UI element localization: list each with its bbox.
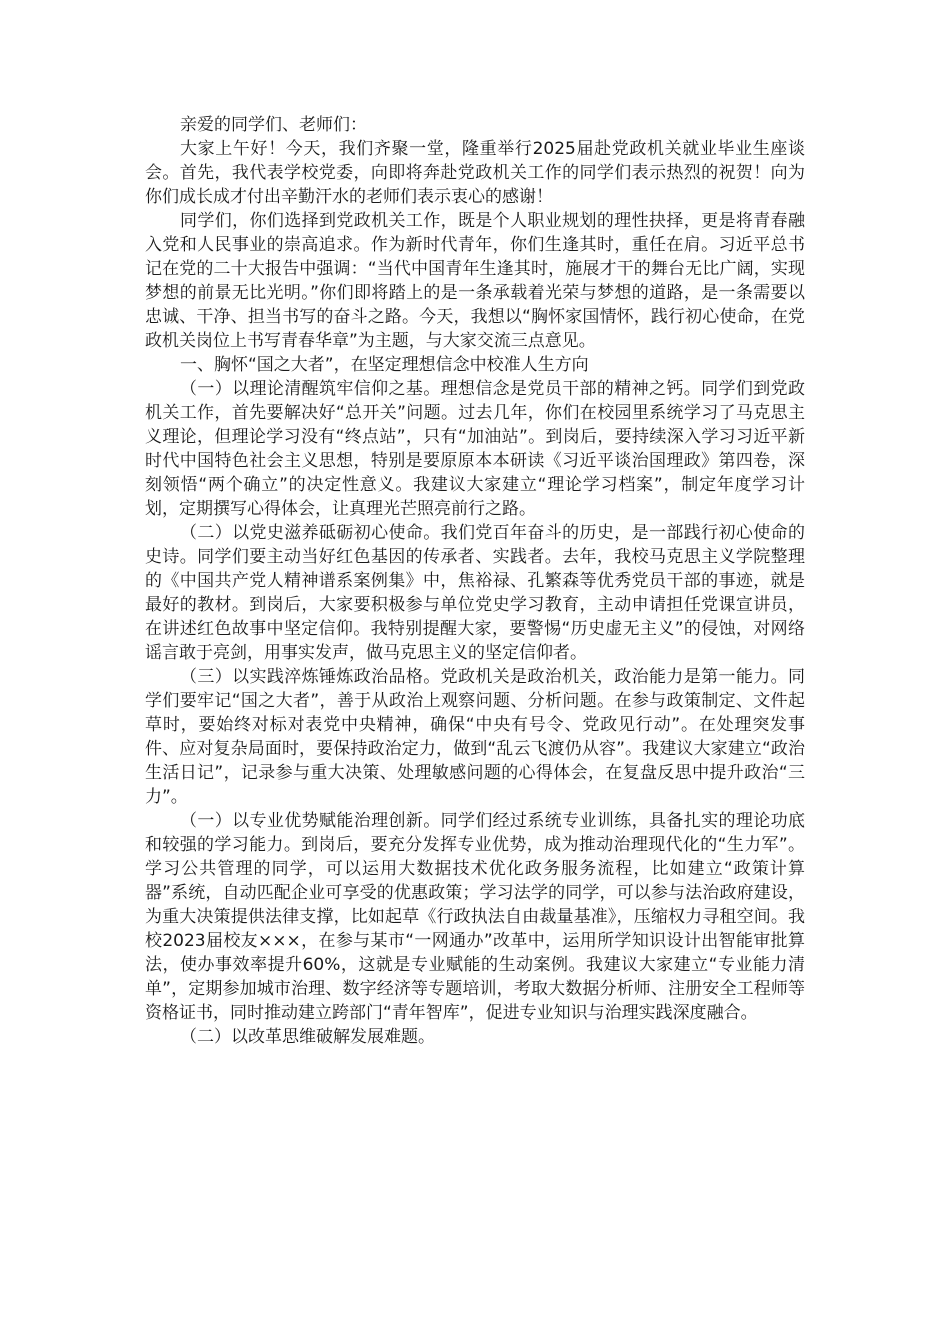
paragraph-1-2: （二）以党史滋养砥砺初心使命。我们党百年奋斗的历史，是一部践行初心使命的史诗。同学们要主动当好红色基因的传承者、实践者。去年，我校马克思主义学院整理的《中国共产党人精神谱系案例集》中，焦裕禄、孔繁森等优秀党员干部的事迹，就是最好的教材。到岗后，大家要积极参与单位党史学习教育，主动申请担任党课宣讲员，在讲述红色故事中坚定信仰。我特别提醒大家，要警惕“历史虚无主义”的侵蚀，对网络谣言敢于亮剑，用事实发声，做马克思主义的坚定信仰者。 [145, 523, 805, 663]
document-body [145, 113, 805, 1049]
paragraph-1-3: （三）以实践淬炼锤炼政治品格。党政机关是政治机关，政治能力是第一能力。同学们要牢记“国之大者”，善于从政治上观察问题、分析问题。在参与政策制定、文件起草时，要始终对标对表党中央精神，确保“中央有号令、党政见行动”。在处理突发事件、应对复杂局面时，要保持政治定力，做到“乱云飞渡仍从容”。我建议大家建立“政治生活日记”，记录参与重大决策、处理敏感问题的心得体会，在复盘反思中提升政治“三力”。 [145, 667, 805, 807]
section-heading-1: 一、胸怀“国之大者”，在坚定理想信念中校准人生方向 [180, 355, 589, 375]
paragraph-greeting: 大家上午好！今天，我们齐聚一堂，隆重举行2025届赴党政机关就业毕业生座谈会。首先，我代表学校党委，向即将奔赴党政机关工作的同学们表示热烈的祝贺！向为你们成长成才付出辛勤汗水的老师们表示衷心的感谢！ [145, 139, 805, 207]
paragraph-2-2: （二）以改革思维破解发展难题。 [180, 1027, 435, 1047]
salutation: 亲爱的同学们、老师们： [180, 115, 367, 135]
paragraph-1-1: （一）以理论清醒筑牢信仰之基。理想信念是党员干部的精神之钙。同学们到党政机关工作，首先要解决好“总开关”问题。过去几年，你们在校园里系统学习了马克思主义理论，但理论学习没有“终点站”，只有“加油站”。到岗后，要持续深入学习习近平新时代中国特色社会主义思想，特别是要原原本本研读《习近平谈治国理政》第四卷，深刻领悟“两个确立”的决定性意义。我建议大家建立“理论学习档案”，制定年度学习计划，定期撰写心得体会，让真理光芒照亮前行之路。 [145, 379, 805, 519]
paragraph-intro: 同学们，你们选择到党政机关工作，既是个人职业规划的理性抉择，更是将青春融入党和人民事业的崇高追求。作为新时代青年，你们生逢其时，重任在肩。习近平总书记在党的二十大报告中强调：“当代中国青年生逢其时，施展才干的舞台无比广阔，实现梦想的前景无比光明。”你们即将踏上的是一条承载着光荣与梦想的道路，是一条需要以忠诚、干净、担当书写的奋斗之路。今天，我想以“胸怀家国情怀，践行初心使命，在党政机关岗位上书写青春华章”为主题，与大家交流三点意见。 [145, 211, 805, 351]
paragraph-2-1: （一）以专业优势赋能治理创新。同学们经过系统专业训练，具备扎实的理论功底和较强的学习能力。到岗后，要充分发挥专业优势，成为推动治理现代化的“生力军”。学习公共管理的同学，可以运用大数据技术优化政务服务流程，比如建立“政策计算器”系统，自动匹配企业可享受的优惠政策；学习法学的同学，可以参与法治政府建设，为重大决策提供法律支撑，比如起草《行政执法自由裁量基准》，压缩权力寻租空间。我校2023届校友×××，在参与某市“一网通办”改革中，运用所学知识设计出智能审批算法，使办事效率提升60%，这就是专业赋能的生动案例。我建议大家建立“专业能力清单”，定期参加城市治理、数字经济等专题培训，考取大数据分析师、注册安全工程师等资格证书，同时推动建立跨部门“青年智库”，促进专业知识与治理实践深度融合。 [145, 811, 805, 1023]
